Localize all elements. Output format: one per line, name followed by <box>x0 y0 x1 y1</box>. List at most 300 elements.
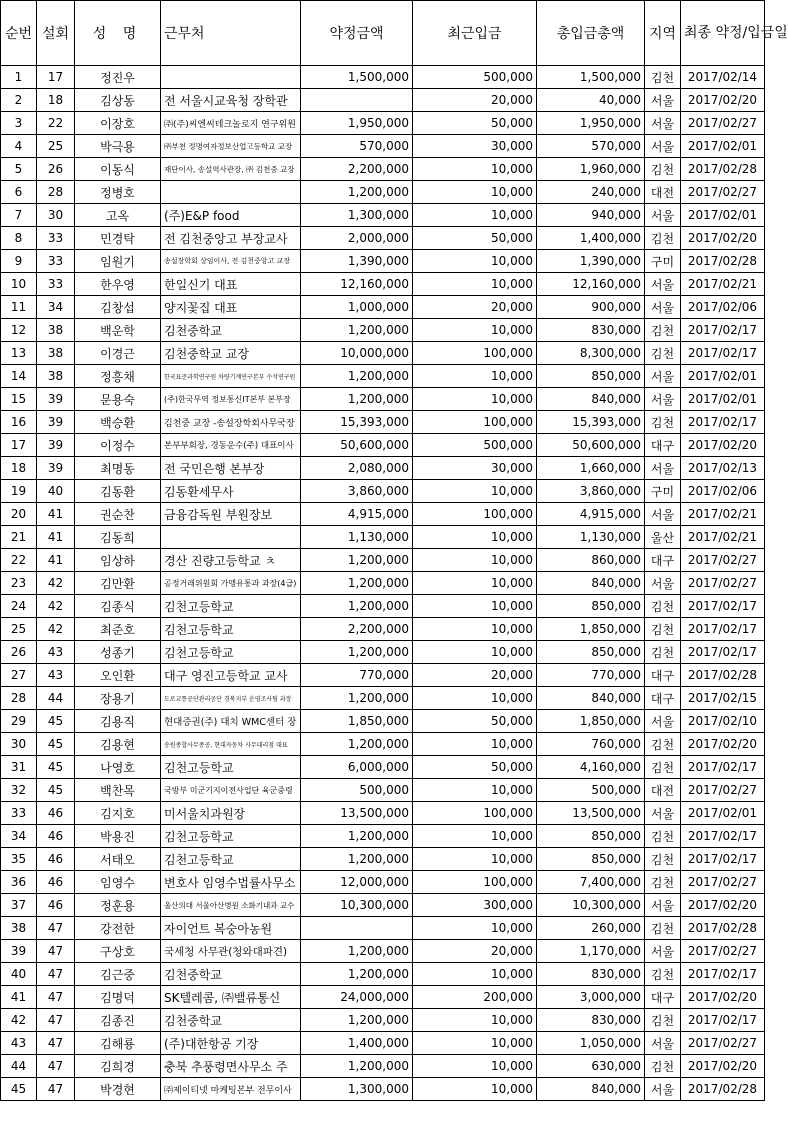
cell-region: 서울 <box>645 503 681 526</box>
cell-region: 서울 <box>645 802 681 825</box>
cell-member-name: 이동식 <box>75 158 161 181</box>
cell-total-deposit: 840,000 <box>537 572 645 595</box>
cell-member-name: 김희경 <box>75 1055 161 1078</box>
cell-region: 서울 <box>645 940 681 963</box>
cell-region: 대구 <box>645 664 681 687</box>
cell-class-year: 40 <box>37 480 75 503</box>
cell-recent-deposit: 100,000 <box>413 871 537 894</box>
cell-member-name: 박극용 <box>75 135 161 158</box>
table-row <box>1 664 765 687</box>
header-year: 설회 <box>37 1 75 66</box>
cell-pledge-amount: 1,000,000 <box>301 296 413 319</box>
table-row <box>1 894 765 917</box>
table-row <box>1 1078 765 1101</box>
cell-workplace: 경산 진량고등학교 ㅊ <box>161 549 301 572</box>
cell-pledge-amount: 1,200,000 <box>301 1055 413 1078</box>
cell-last-date: 2017/02/20 <box>681 1055 765 1078</box>
cell-total-deposit: 13,500,000 <box>537 802 645 825</box>
cell-row-number: 20 <box>1 503 37 526</box>
cell-recent-deposit: 500,000 <box>413 434 537 457</box>
cell-row-number: 1 <box>1 66 37 89</box>
table-header <box>1 1 788 66</box>
cell-row-number: 15 <box>1 388 37 411</box>
cell-last-date: 2017/02/28 <box>681 664 765 687</box>
cell-region: 대전 <box>645 779 681 802</box>
table-row <box>1 135 765 158</box>
cell-row-number: 21 <box>1 526 37 549</box>
cell-recent-deposit: 10,000 <box>413 641 537 664</box>
cell-total-deposit: 240,000 <box>537 181 645 204</box>
cell-row-number: 43 <box>1 1032 37 1055</box>
cell-class-year: 38 <box>37 319 75 342</box>
cell-region: 김천 <box>645 963 681 986</box>
cell-recent-deposit: 10,000 <box>413 158 537 181</box>
cell-row-number: 2 <box>1 89 37 112</box>
cell-recent-deposit: 100,000 <box>413 503 537 526</box>
cell-region: 서울 <box>645 89 681 112</box>
cell-region: 김천 <box>645 319 681 342</box>
cell-class-year: 41 <box>37 526 75 549</box>
cell-pledge-amount <box>301 89 413 112</box>
cell-member-name: 정흥채 <box>75 365 161 388</box>
cell-last-date: 2017/02/13 <box>681 457 765 480</box>
cell-member-name: 김용현 <box>75 733 161 756</box>
table-row <box>1 112 765 135</box>
cell-class-year: 45 <box>37 779 75 802</box>
cell-last-date: 2017/02/17 <box>681 1009 765 1032</box>
cell-region: 구미 <box>645 250 681 273</box>
cell-pledge-amount: 2,080,000 <box>301 457 413 480</box>
cell-recent-deposit: 10,000 <box>413 1055 537 1078</box>
cell-pledge-amount: 2,200,000 <box>301 158 413 181</box>
cell-total-deposit: 830,000 <box>537 319 645 342</box>
cell-row-number: 40 <box>1 963 37 986</box>
cell-member-name: 최준호 <box>75 618 161 641</box>
cell-region: 서울 <box>645 1032 681 1055</box>
header-date: 최종 약정/입금일 <box>681 1 765 66</box>
cell-workplace: 김천고등학교 <box>161 848 301 871</box>
cell-total-deposit: 3,860,000 <box>537 480 645 503</box>
table-row <box>1 641 765 664</box>
cell-class-year: 18 <box>37 89 75 112</box>
cell-recent-deposit: 500,000 <box>413 66 537 89</box>
cell-class-year: 46 <box>37 802 75 825</box>
table-row <box>1 503 765 526</box>
cell-row-number: 4 <box>1 135 37 158</box>
cell-last-date: 2017/02/17 <box>681 756 765 779</box>
cell-last-date: 2017/02/20 <box>681 894 765 917</box>
cell-workplace <box>161 181 301 204</box>
header-no: 순번 <box>1 1 37 66</box>
cell-row-number: 7 <box>1 204 37 227</box>
cell-region: 서울 <box>645 135 681 158</box>
cell-region: 서울 <box>645 273 681 296</box>
cell-class-year: 43 <box>37 664 75 687</box>
cell-workplace: 전 서울시교육청 장학관 <box>161 89 301 112</box>
cell-total-deposit: 940,000 <box>537 204 645 227</box>
cell-region: 서울 <box>645 365 681 388</box>
cell-row-number: 44 <box>1 1055 37 1078</box>
cell-member-name: 구상호 <box>75 940 161 963</box>
header-pledge: 약정금액 <box>301 1 413 66</box>
cell-member-name: 이장호 <box>75 112 161 135</box>
table-body <box>1 66 765 1101</box>
cell-recent-deposit: 20,000 <box>413 940 537 963</box>
table-row <box>1 250 765 273</box>
cell-region: 김천 <box>645 848 681 871</box>
cell-last-date: 2017/02/27 <box>681 871 765 894</box>
cell-total-deposit: 840,000 <box>537 388 645 411</box>
cell-member-name: 임원기 <box>75 250 161 273</box>
cell-recent-deposit: 100,000 <box>413 802 537 825</box>
cell-last-date: 2017/02/10 <box>681 710 765 733</box>
cell-last-date: 2017/02/20 <box>681 434 765 457</box>
cell-member-name: 나영호 <box>75 756 161 779</box>
cell-workplace: (주)한국무역 정보통신IT본부 본부장 <box>161 388 301 411</box>
cell-total-deposit: 1,950,000 <box>537 112 645 135</box>
cell-last-date: 2017/02/01 <box>681 388 765 411</box>
table-row <box>1 457 765 480</box>
cell-total-deposit: 850,000 <box>537 641 645 664</box>
cell-row-number: 38 <box>1 917 37 940</box>
cell-total-deposit: 3,000,000 <box>537 986 645 1009</box>
cell-member-name: 김지호 <box>75 802 161 825</box>
cell-pledge-amount: 1,200,000 <box>301 825 413 848</box>
cell-workplace: 자이언트 복숭아농원 <box>161 917 301 940</box>
cell-member-name: 정훈용 <box>75 894 161 917</box>
table-row <box>1 227 765 250</box>
cell-recent-deposit: 10,000 <box>413 779 537 802</box>
cell-pledge-amount: 2,200,000 <box>301 618 413 641</box>
cell-workplace: 김천중학교 <box>161 1009 301 1032</box>
cell-pledge-amount: 1,200,000 <box>301 181 413 204</box>
cell-last-date: 2017/02/01 <box>681 204 765 227</box>
table-row <box>1 595 765 618</box>
cell-workplace: 국방부 미군기지이전사업단 육군중령 <box>161 779 301 802</box>
cell-last-date: 2017/02/20 <box>681 986 765 1009</box>
cell-region: 울산 <box>645 526 681 549</box>
cell-recent-deposit: 10,000 <box>413 204 537 227</box>
cell-region: 서울 <box>645 710 681 733</box>
cell-pledge-amount: 1,200,000 <box>301 365 413 388</box>
cell-pledge-amount: 13,500,000 <box>301 802 413 825</box>
cell-workplace: 전 국민은행 본부장 <box>161 457 301 480</box>
cell-workplace <box>161 66 301 89</box>
cell-member-name: 김명덕 <box>75 986 161 1009</box>
cell-workplace: 재단이사, 송설역사관장, ㈜ 김천중 교장 <box>161 158 301 181</box>
cell-class-year: 39 <box>37 411 75 434</box>
table-row <box>1 480 765 503</box>
cell-total-deposit: 1,400,000 <box>537 227 645 250</box>
cell-total-deposit: 830,000 <box>537 963 645 986</box>
cell-class-year: 25 <box>37 135 75 158</box>
cell-class-year: 47 <box>37 963 75 986</box>
cell-workplace: 김천중학교 <box>161 319 301 342</box>
cell-recent-deposit: 10,000 <box>413 1032 537 1055</box>
cell-pledge-amount: 4,915,000 <box>301 503 413 526</box>
cell-pledge-amount: 570,000 <box>301 135 413 158</box>
cell-workplace: 현대증권(주) 대치 WMC센터 장 <box>161 710 301 733</box>
cell-last-date: 2017/02/20 <box>681 89 765 112</box>
cell-member-name: 한우영 <box>75 273 161 296</box>
cell-workplace: 김동환세무사 <box>161 480 301 503</box>
cell-recent-deposit: 300,000 <box>413 894 537 917</box>
cell-member-name: 오인환 <box>75 664 161 687</box>
cell-region: 서울 <box>645 112 681 135</box>
cell-pledge-amount: 1,200,000 <box>301 388 413 411</box>
cell-recent-deposit: 10,000 <box>413 365 537 388</box>
cell-pledge-amount: 1,300,000 <box>301 204 413 227</box>
table-row <box>1 411 765 434</box>
cell-last-date: 2017/02/17 <box>681 825 765 848</box>
cell-row-number: 25 <box>1 618 37 641</box>
cell-member-name: 김동희 <box>75 526 161 549</box>
header-total: 총입금총액 <box>537 1 645 66</box>
cell-row-number: 12 <box>1 319 37 342</box>
cell-class-year: 47 <box>37 940 75 963</box>
table-row <box>1 1032 765 1055</box>
cell-class-year: 45 <box>37 756 75 779</box>
cell-class-year: 22 <box>37 112 75 135</box>
cell-recent-deposit: 10,000 <box>413 480 537 503</box>
cell-total-deposit: 1,850,000 <box>537 710 645 733</box>
cell-workplace: 김천고등학교 <box>161 595 301 618</box>
table-row <box>1 319 765 342</box>
cell-last-date: 2017/02/17 <box>681 641 765 664</box>
table-row <box>1 986 765 1009</box>
cell-last-date: 2017/02/14 <box>681 66 765 89</box>
cell-class-year: 17 <box>37 66 75 89</box>
cell-class-year: 47 <box>37 1009 75 1032</box>
cell-region: 김천 <box>645 66 681 89</box>
cell-last-date: 2017/02/17 <box>681 595 765 618</box>
table-row <box>1 388 765 411</box>
cell-row-number: 9 <box>1 250 37 273</box>
cell-last-date: 2017/02/17 <box>681 411 765 434</box>
cell-region: 김천 <box>645 871 681 894</box>
cell-total-deposit: 850,000 <box>537 848 645 871</box>
cell-workplace: 도로교통공단관리공단 경북지부 운영조사팀 과장 <box>161 687 301 710</box>
cell-row-number: 36 <box>1 871 37 894</box>
table-row <box>1 434 765 457</box>
table-row <box>1 802 765 825</box>
cell-workplace: 충북 추풍령면사무소 주 <box>161 1055 301 1078</box>
cell-row-number: 17 <box>1 434 37 457</box>
cell-total-deposit: 1,130,000 <box>537 526 645 549</box>
cell-class-year: 41 <box>37 549 75 572</box>
cell-recent-deposit: 30,000 <box>413 135 537 158</box>
cell-row-number: 34 <box>1 825 37 848</box>
cell-pledge-amount: 1,200,000 <box>301 595 413 618</box>
cell-region: 서울 <box>645 1078 681 1101</box>
cell-total-deposit: 1,500,000 <box>537 66 645 89</box>
cell-pledge-amount: 1,390,000 <box>301 250 413 273</box>
cell-class-year: 47 <box>37 986 75 1009</box>
cell-member-name: 박경현 <box>75 1078 161 1101</box>
cell-class-year: 46 <box>37 871 75 894</box>
cell-last-date: 2017/02/27 <box>681 181 765 204</box>
cell-workplace: 공정거래위원회 가맹유통과 과장(4급) <box>161 572 301 595</box>
cell-region: 서울 <box>645 388 681 411</box>
cell-total-deposit: 8,300,000 <box>537 342 645 365</box>
cell-total-deposit: 50,600,000 <box>537 434 645 457</box>
cell-pledge-amount: 3,860,000 <box>301 480 413 503</box>
cell-pledge-amount: 1,200,000 <box>301 733 413 756</box>
cell-workplace: 김천중학교 교장 <box>161 342 301 365</box>
cell-total-deposit: 850,000 <box>537 365 645 388</box>
cell-class-year: 33 <box>37 227 75 250</box>
cell-region: 김천 <box>645 917 681 940</box>
cell-recent-deposit: 200,000 <box>413 986 537 1009</box>
cell-recent-deposit: 10,000 <box>413 526 537 549</box>
cell-recent-deposit: 50,000 <box>413 112 537 135</box>
table-row <box>1 687 765 710</box>
table-row <box>1 549 765 572</box>
cell-workplace: 송설장학회 상임이사, 전 김천중앙고 교장 <box>161 250 301 273</box>
cell-total-deposit: 860,000 <box>537 549 645 572</box>
cell-workplace: 울산의대 서울아산병원 소화기내과 교수 <box>161 894 301 917</box>
cell-pledge-amount: 12,000,000 <box>301 871 413 894</box>
cell-class-year: 41 <box>37 503 75 526</box>
cell-last-date: 2017/02/27 <box>681 112 765 135</box>
cell-member-name: 서태오 <box>75 848 161 871</box>
cell-region: 대전 <box>645 181 681 204</box>
table-row <box>1 89 765 112</box>
cell-pledge-amount: 1,130,000 <box>301 526 413 549</box>
cell-recent-deposit: 10,000 <box>413 595 537 618</box>
cell-region: 구미 <box>645 480 681 503</box>
cell-total-deposit: 760,000 <box>537 733 645 756</box>
cell-total-deposit: 40,000 <box>537 89 645 112</box>
table-row <box>1 158 765 181</box>
cell-workplace: 김천중학교 <box>161 963 301 986</box>
cell-row-number: 45 <box>1 1078 37 1101</box>
table-row <box>1 756 765 779</box>
cell-member-name: 김상동 <box>75 89 161 112</box>
table-row <box>1 940 765 963</box>
cell-recent-deposit: 10,000 <box>413 388 537 411</box>
cell-member-name: 성종기 <box>75 641 161 664</box>
cell-total-deposit: 15,393,000 <box>537 411 645 434</box>
cell-recent-deposit: 10,000 <box>413 1078 537 1101</box>
cell-total-deposit: 500,000 <box>537 779 645 802</box>
cell-recent-deposit: 10,000 <box>413 1009 537 1032</box>
cell-member-name: 정진우 <box>75 66 161 89</box>
cell-region: 김천 <box>645 825 681 848</box>
cell-pledge-amount: 1,200,000 <box>301 940 413 963</box>
cell-total-deposit: 770,000 <box>537 664 645 687</box>
cell-region: 김천 <box>645 618 681 641</box>
cell-workplace: (주)E&P food <box>161 204 301 227</box>
cell-last-date: 2017/02/20 <box>681 733 765 756</box>
cell-total-deposit: 850,000 <box>537 595 645 618</box>
cell-total-deposit: 4,160,000 <box>537 756 645 779</box>
cell-pledge-amount: 10,000,000 <box>301 342 413 365</box>
cell-workplace: ㈜(주)씨엔씨테크놀로지 연구위원 <box>161 112 301 135</box>
cell-last-date: 2017/02/06 <box>681 480 765 503</box>
cell-recent-deposit: 20,000 <box>413 296 537 319</box>
cell-total-deposit: 260,000 <box>537 917 645 940</box>
cell-class-year: 26 <box>37 158 75 181</box>
cell-member-name: 김만환 <box>75 572 161 595</box>
cell-total-deposit: 1,170,000 <box>537 940 645 963</box>
table-row <box>1 825 765 848</box>
cell-region: 김천 <box>645 227 681 250</box>
cell-total-deposit: 7,400,000 <box>537 871 645 894</box>
cell-total-deposit: 840,000 <box>537 1078 645 1101</box>
cell-recent-deposit: 10,000 <box>413 733 537 756</box>
cell-recent-deposit: 10,000 <box>413 549 537 572</box>
cell-pledge-amount: 1,200,000 <box>301 572 413 595</box>
cell-class-year: 39 <box>37 388 75 411</box>
cell-pledge-amount: 6,000,000 <box>301 756 413 779</box>
cell-region: 김천 <box>645 733 681 756</box>
cell-class-year: 30 <box>37 204 75 227</box>
cell-total-deposit: 850,000 <box>537 825 645 848</box>
cell-pledge-amount: 1,200,000 <box>301 1009 413 1032</box>
cell-region: 김천 <box>645 595 681 618</box>
cell-last-date: 2017/02/21 <box>681 526 765 549</box>
header-work: 근무처 <box>161 1 301 66</box>
cell-class-year: 45 <box>37 710 75 733</box>
cell-row-number: 27 <box>1 664 37 687</box>
table-row <box>1 710 765 733</box>
cell-total-deposit: 10,300,000 <box>537 894 645 917</box>
cell-last-date: 2017/02/27 <box>681 779 765 802</box>
table-row <box>1 871 765 894</box>
cell-row-number: 19 <box>1 480 37 503</box>
cell-last-date: 2017/02/15 <box>681 687 765 710</box>
cell-pledge-amount: 1,950,000 <box>301 112 413 135</box>
cell-row-number: 13 <box>1 342 37 365</box>
header-name: 성 명 <box>75 1 161 66</box>
cell-class-year: 42 <box>37 618 75 641</box>
cell-member-name: 장용기 <box>75 687 161 710</box>
cell-region: 대구 <box>645 434 681 457</box>
cell-total-deposit: 570,000 <box>537 135 645 158</box>
cell-last-date: 2017/02/17 <box>681 618 765 641</box>
cell-row-number: 16 <box>1 411 37 434</box>
cell-region: 김천 <box>645 1009 681 1032</box>
cell-last-date: 2017/02/21 <box>681 503 765 526</box>
cell-total-deposit: 830,000 <box>537 1009 645 1032</box>
cell-pledge-amount <box>301 917 413 940</box>
cell-row-number: 23 <box>1 572 37 595</box>
cell-workplace: 김천고등학교 <box>161 618 301 641</box>
cell-region: 서울 <box>645 894 681 917</box>
cell-class-year: 28 <box>37 181 75 204</box>
cell-member-name: 백운학 <box>75 319 161 342</box>
cell-pledge-amount: 12,160,000 <box>301 273 413 296</box>
cell-workplace: 양지꽃집 대표 <box>161 296 301 319</box>
cell-row-number: 29 <box>1 710 37 733</box>
cell-workplace <box>161 526 301 549</box>
cell-last-date: 2017/02/27 <box>681 1032 765 1055</box>
cell-pledge-amount: 1,200,000 <box>301 319 413 342</box>
table-row <box>1 526 765 549</box>
cell-recent-deposit: 10,000 <box>413 963 537 986</box>
cell-row-number: 8 <box>1 227 37 250</box>
cell-workplace: (주)대한항공 기장 <box>161 1032 301 1055</box>
cell-member-name: 고옥 <box>75 204 161 227</box>
cell-member-name: 임상하 <box>75 549 161 572</box>
cell-total-deposit: 1,660,000 <box>537 457 645 480</box>
cell-class-year: 34 <box>37 296 75 319</box>
cell-recent-deposit: 10,000 <box>413 618 537 641</box>
cell-total-deposit: 1,390,000 <box>537 250 645 273</box>
table-row <box>1 342 765 365</box>
cell-region: 김천 <box>645 1055 681 1078</box>
